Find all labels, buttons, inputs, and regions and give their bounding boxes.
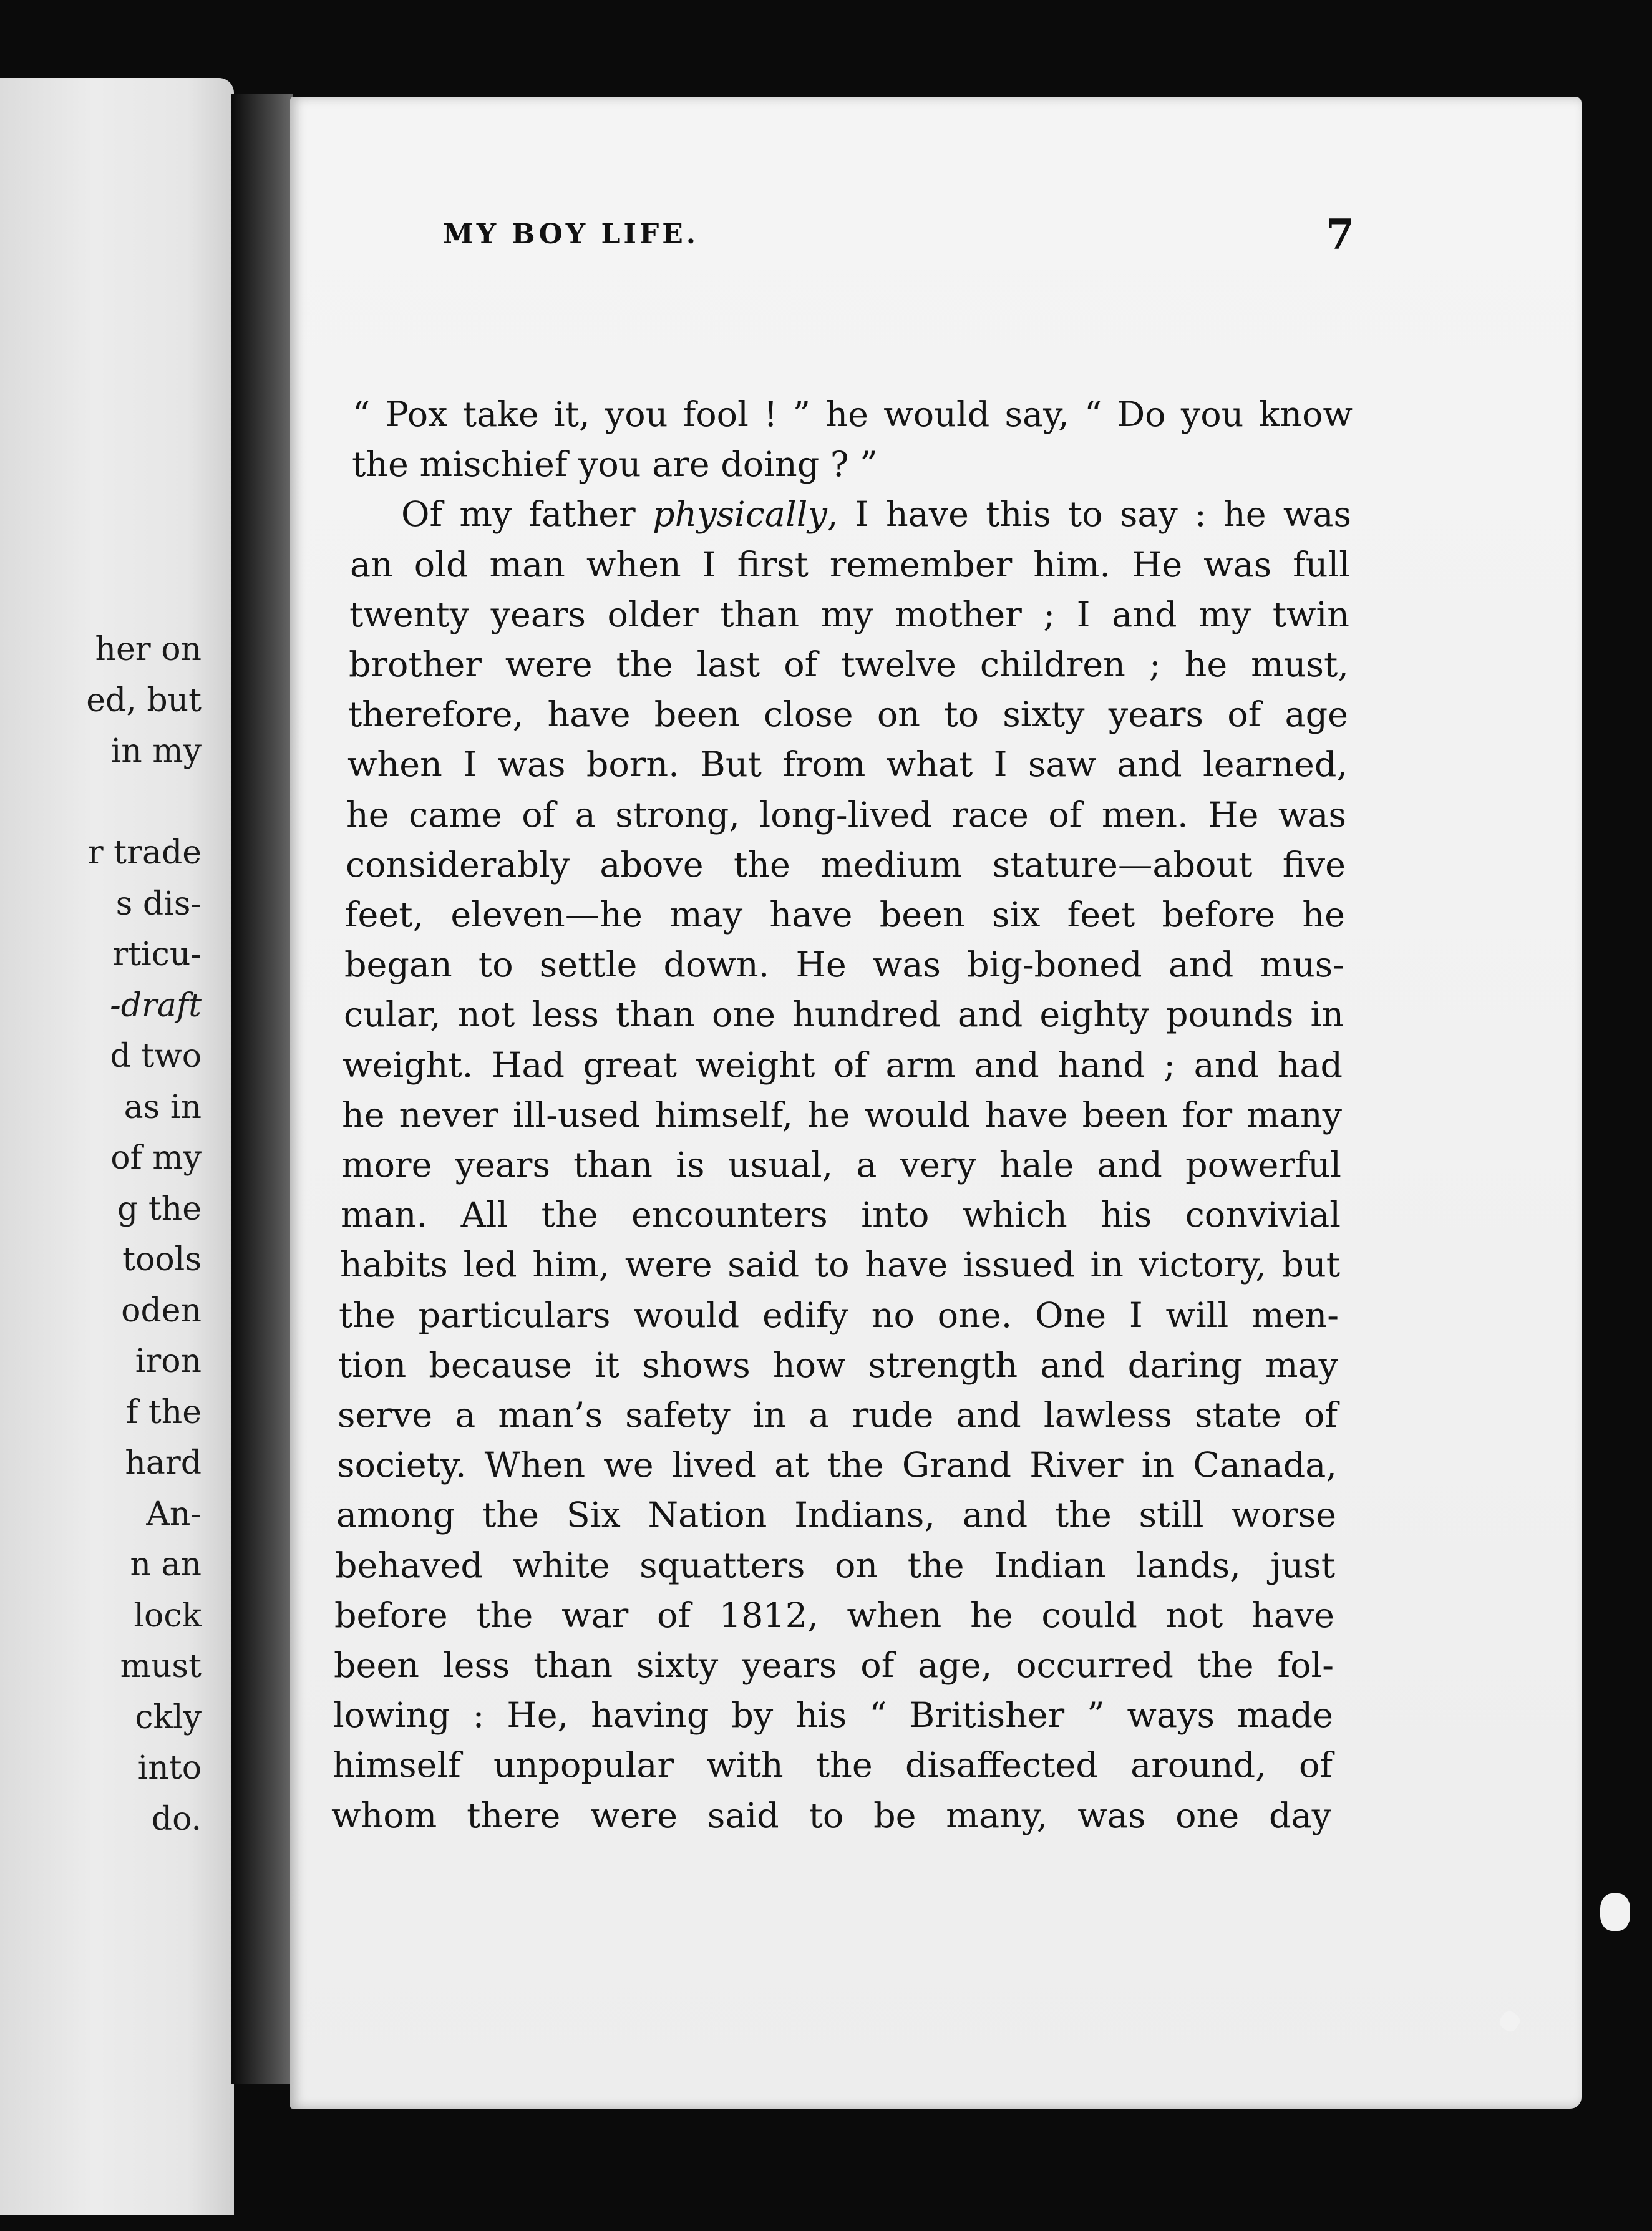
body-text-line: “ Pox take it, you fool ! ” he would say, “ Do you know [352, 394, 1353, 435]
left-page-line: -draft [110, 986, 202, 1024]
left-page-line: must [120, 1648, 202, 1685]
left-page-line: iron [135, 1343, 202, 1380]
left-page-line: s dis- [115, 885, 202, 923]
left-page-line: r trade [87, 834, 202, 872]
body-text-line: lowing : He, having by his “ Britisher ” ways made [333, 1695, 1333, 1736]
body-text-line: the mischief you are doing ? ” [352, 444, 878, 485]
left-page-line: her on [95, 631, 202, 668]
left-page-line: as in [124, 1088, 202, 1126]
body-text-line: serve a man’s safety in a rude and lawless state of [338, 1395, 1338, 1436]
left-page-line: d two [110, 1038, 202, 1075]
body-text-line: the particulars would edify no one. One I will men- [339, 1295, 1339, 1336]
body-text-line: feet, eleven—he may have been six feet before he [345, 895, 1345, 935]
left-page-line: of my [110, 1139, 202, 1177]
body-text-line: he came of a strong, long-lived race of men. He was [346, 794, 1346, 835]
body-text-line: tion because it shows how strength and daring may [338, 1344, 1338, 1386]
body-text-line: whom there were said to be many, was one day [331, 1795, 1331, 1836]
left-page-line: in my [110, 732, 202, 770]
left-page-line: oden [121, 1291, 202, 1329]
body-text-line: among the Six Nation Indians, and the still worse [336, 1495, 1336, 1536]
left-page-line: lock [134, 1597, 202, 1635]
book-gutter-shadow [231, 94, 293, 2084]
body-text-line: cular, not less than one hundred and eighty pounds in [344, 994, 1344, 1036]
body-text-line: therefore, have been close on to sixty years of age [348, 694, 1348, 736]
body-text-line: brother were the last of twelve children ; he must, [349, 644, 1349, 685]
left-page-line: f the [126, 1393, 202, 1431]
body-text-line: more years than is usual, a very hale and powerful [341, 1145, 1341, 1185]
body-text-line: habits led him, were said to have issued in victory, but [340, 1245, 1340, 1286]
left-page-line: do. [151, 1800, 202, 1838]
body-text-line: began to settle down. He was big-boned and mus- [344, 945, 1344, 986]
left-page-line: hard [125, 1444, 202, 1482]
running-head: MY BOY LIFE. [443, 218, 699, 250]
body-text-line: society. When we lived at the Grand River in Canada, [337, 1445, 1337, 1486]
left-page-line: ckly [135, 1698, 202, 1736]
body-text-line: when I was born. But from what I saw and learned, [347, 744, 1348, 785]
scan-artifact [1600, 1893, 1630, 1931]
body-text-line: Of my father physically, I have this to say : he was [401, 494, 1351, 535]
left-page-line: g the [117, 1190, 202, 1228]
body-text-line: an old man when I first remember him. He was full [350, 544, 1350, 585]
page-number: 7 [1326, 210, 1354, 259]
body-text-line: he never ill-used himself, he would have been for many [342, 1094, 1342, 1135]
left-page-line: ed, but [86, 681, 202, 719]
left-page-line: n an [130, 1546, 202, 1583]
left-page-line: into [137, 1749, 202, 1787]
left-facing-page [0, 78, 234, 2215]
body-text-line: before the war of 1812, when he could not have [334, 1595, 1334, 1636]
body-text-line: himself unpopular with the disaffected around, of [333, 1745, 1333, 1786]
body-text-line: twenty years older than my mother ; I and my twin [349, 594, 1349, 635]
body-text-line: behaved white squatters on the Indian lands, just [335, 1545, 1335, 1586]
body-text-line: weight. Had great weight of arm and hand ; and had [343, 1044, 1343, 1086]
body-text-line: been less than sixty years of age, occurred the fol- [334, 1645, 1334, 1686]
left-page-line: An- [146, 1495, 202, 1533]
left-page-line: tools [122, 1241, 202, 1278]
left-page-line: rticu- [112, 936, 202, 973]
body-text-line: man. All the encounters into which his convivial [341, 1195, 1341, 1236]
body-text-line: considerably above the medium stature—about five [346, 844, 1346, 885]
